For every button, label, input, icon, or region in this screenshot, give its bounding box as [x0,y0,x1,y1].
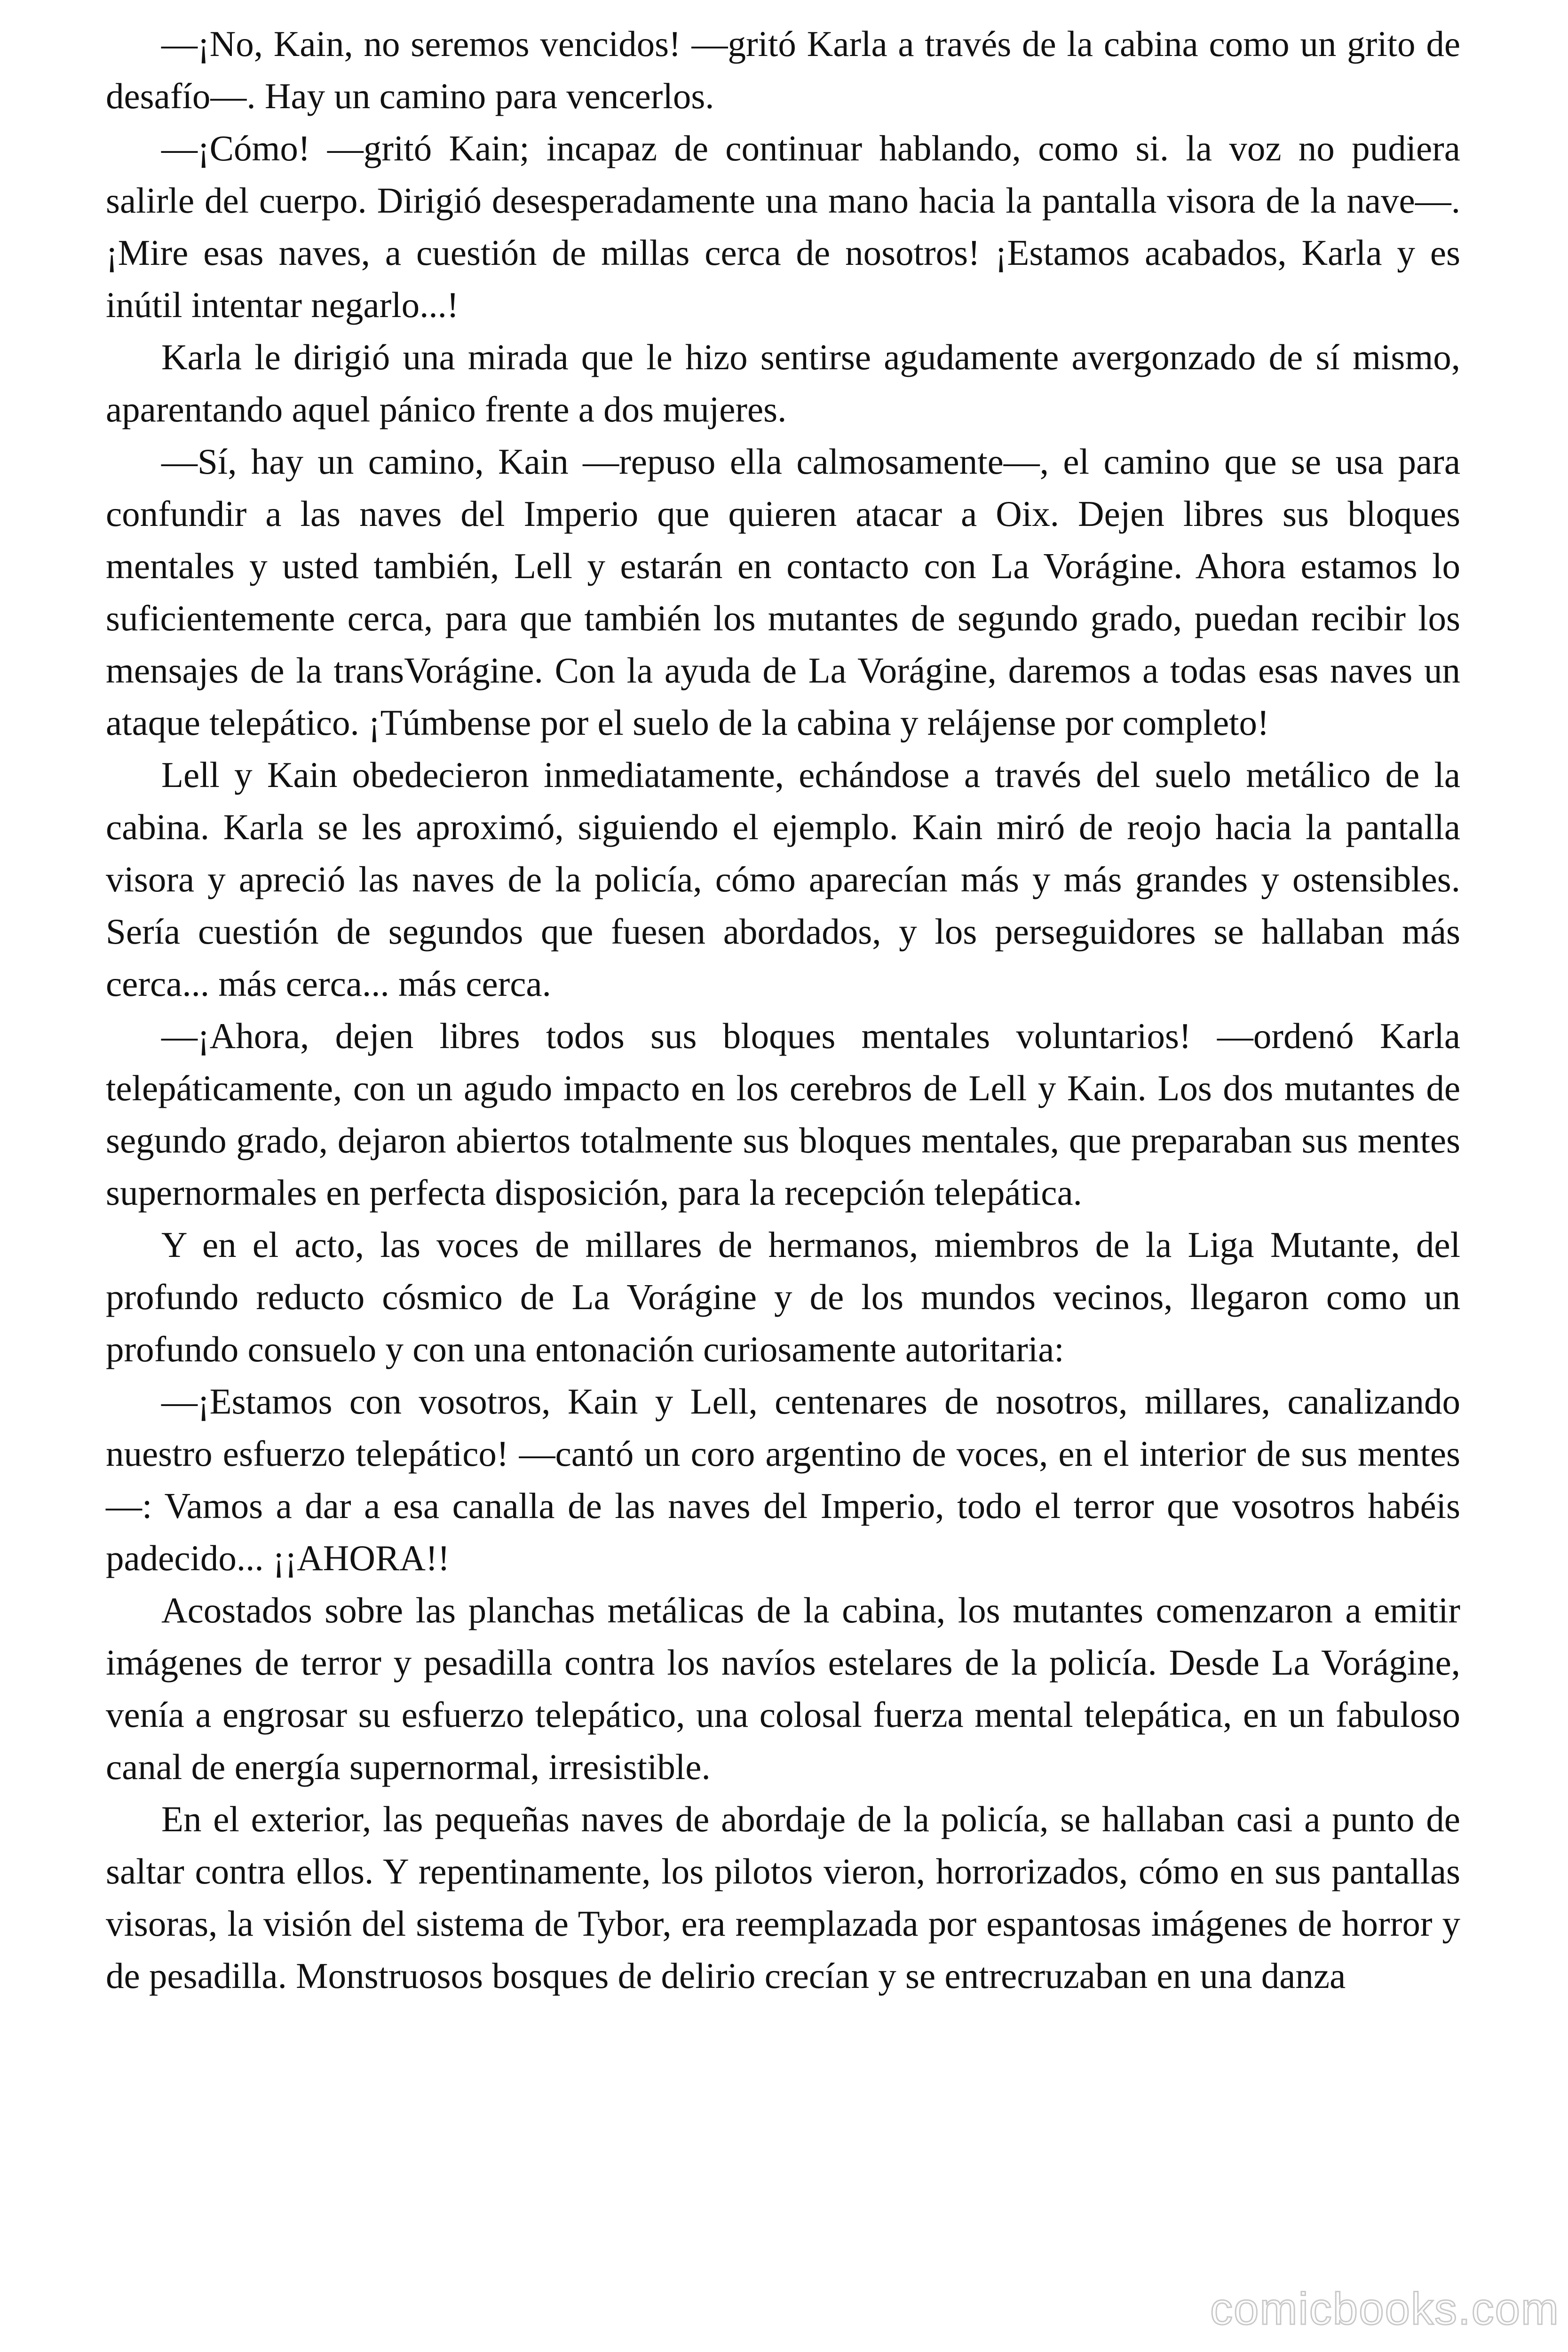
paragraph-4: —Sí, hay un camino, Kain —repuso ella calmosamente—, el camino que se usa para confundir a las naves del Imperio que quieren atacar a Oix. Dejen libres sus bloques mentales y usted también, Lell y estarán en contacto con La Vorágine. Ahora estamos lo suficientemente cerca, para que también los mutantes de segundo grado, puedan recibir los mensajes de la transVorágine. Con la ayuda de La Vorágine, daremos a todas esas naves un ataque telepático. ¡Túmbense por el suelo de la cabina y relájense por completo! [106,441,1460,743]
paragraph-9: Acostados sobre las planchas metálicas de la cabina, los mutantes comenzaron a emitir imágenes de terror y pesadilla contra los navíos estelares de la policía. Desde La Vorágine, venía a engrosar su esfuerzo telepático, una colosal fuerza mental telepática, en un fabuloso canal de energía supernormal, irresistible. [106,1590,1460,1787]
paragraph-6: —¡Ahora, dejen libres todos sus bloques mentales voluntarios! —ordenó Karla telepáticamente, con un agudo impacto en los cerebros de Lell y Kain. Los dos mutantes de segundo grado, dejaron abiertos totalmente sus bloques mentales, que preparaban sus mentes supernormales en perfecta disposición, para la recepción telepática. [106,1016,1460,1213]
paragraph-10: En el exterior, las pequeñas naves de abordaje de la policía, se hallaban casi a punto de saltar contra ellos. Y repentinamente, los pilotos vieron, horrorizados, cómo en sus pantallas visoras, la visión del sistema de Tybor, era reemplazada por espantosas imágenes de horror y de pesadilla. Monstruosos bosques de delirio crecían y se entrecruzaban en una danza [106,1799,1460,1996]
paragraph-8: —¡Estamos con vosotros, Kain y Lell, centenares de nosotros, millares, canalizando nuestro esfuerzo telepático! —cantó un coro argentino de voces, en el interior de sus mentes—: Vamos a dar a esa canalla de las naves del Imperio, todo el terror que vosotros habéis padecido... ¡¡AHORA!! [106,1381,1460,1578]
paragraph-5: Lell y Kain obedecieron inmediatamente, echándose a través del suelo metálico de la cabina. Karla se les aproximó, siguiendo el ejemplo. Kain miró de reojo hacia la pantalla visora y apreció las naves de la policía, cómo aparecían más y más grandes y ostensibles. Sería cuestión de segundos que fuesen abordados, y los perseguidores se hallaban más cerca... más cerca... más cerca. [106,755,1460,1004]
watermark: comicbooks.com [1210,2284,1560,2334]
paragraph-3: Karla le dirigió una mirada que le hizo sentirse agudamente avergonzado de sí mismo, aparentando aquel pánico frente a dos mujeres. [106,337,1460,429]
paragraph-7: Y en el acto, las voces de millares de hermanos, miembros de la Liga Mutante, del profundo reducto cósmico de La Vorágine y de los mundos vecinos, llegaron como un profundo consuelo y con una entonación curiosamente autoritaria: [106,1224,1460,1369]
paragraph-2: —¡Cómo! —gritó Kain; incapaz de continuar hablando, como si. la voz no pudiera salirle del cuerpo. Dirigió desesperadamente una mano hacia la pantalla visora de la nave—. ¡Mire esas naves, a cuestión de millas cerca de nosotros! ¡Estamos acabados, Karla y es inútil intentar negarlo...! [106,128,1460,325]
paragraph-1: —¡No, Kain, no seremos vencidos! —gritó Karla a través de la cabina como un grito de desafío—. Hay un camino para vencerlos. [106,24,1460,116]
body-text [106,18,1460,2002]
